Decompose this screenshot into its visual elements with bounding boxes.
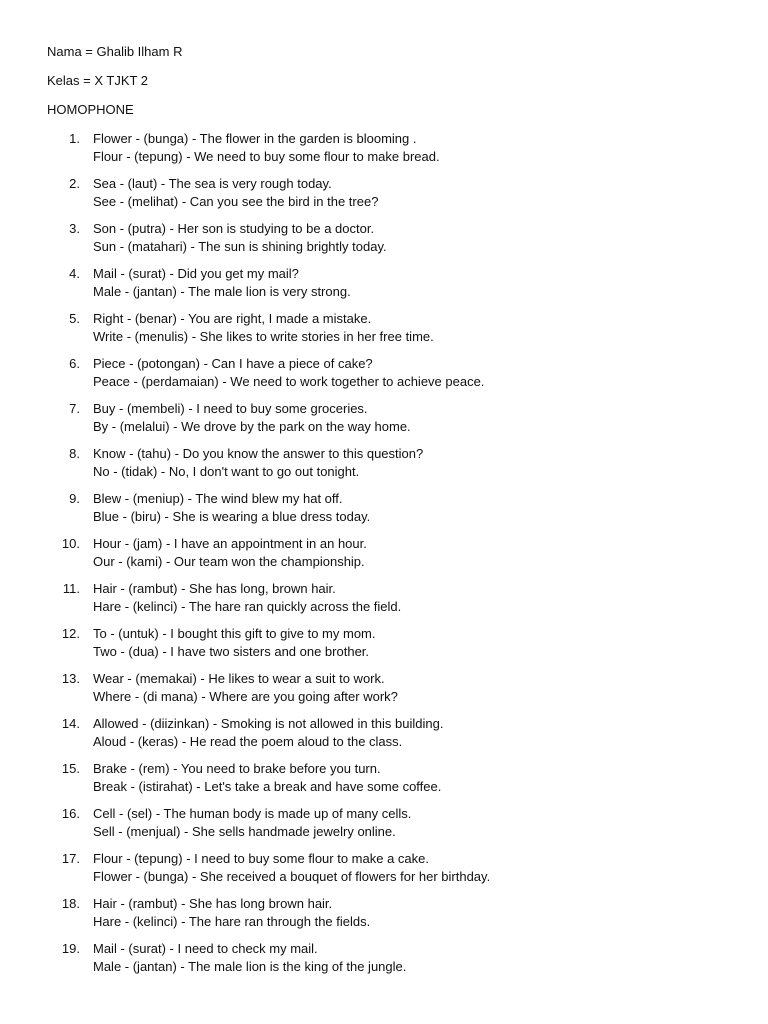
item-number: 19. [61,941,80,956]
homophone-line-first: Piece - (potongan) - Can I have a piece of cake? [93,356,373,371]
homophone-line-first: Son - (putra) - Her son is studying to be a doctor. [93,221,375,236]
list-item [0,265,768,310]
homophone-line-first: To - (untuk) - I bought this gift to give to my mom. [93,626,376,641]
list-item [0,625,768,670]
item-text [93,130,440,165]
item-number: 9. [69,491,80,506]
homophone-line-second: Break - (istirahat) - Let's take a break and have some coffee. [93,778,442,794]
item-text [93,400,411,435]
list-item [0,940,768,985]
homophone-list [0,130,768,985]
student-name: Nama = Ghalib Ilham R [47,44,183,59]
list-item [0,580,768,625]
item-number: 4. [69,266,80,281]
homophone-line-second: Male - (jantan) - The male lion is very strong. [93,283,351,299]
item-number: 8. [69,446,80,461]
item-text [93,265,351,300]
item-number: 12. [61,626,80,641]
item-number: 5. [69,311,80,326]
homophone-line-second: Aloud - (keras) - He read the poem aloud to the class. [93,733,403,749]
homophone-line-first: Cell - (sel) - The human body is made up of many cells. [93,806,412,821]
item-text [93,760,441,795]
item-text [93,715,443,750]
homophone-line-first: Flour - (tepung) - I need to buy some flour to make a cake. [93,851,429,866]
homophone-line-second: Sell - (menjual) - She sells handmade jewelry online. [93,823,396,839]
item-text [93,490,370,525]
item-number: 6. [69,356,80,371]
list-item [0,310,768,355]
list-item [0,400,768,445]
homophone-line-first: Wear - (memakai) - He likes to wear a suit to work. [93,671,385,686]
homophone-line-first: Allowed - (diizinkan) - Smoking is not allowed in this building. [93,716,444,731]
homophone-line-first: Hour - (jam) - I have an appointment in an hour. [93,536,367,551]
list-item [0,805,768,850]
list-item [0,760,768,805]
homophone-line-second: Where - (di mana) - Where are you going after work? [93,688,398,704]
homophone-line-second: Blue - (biru) - She is wearing a blue dress today. [93,508,371,524]
item-number: 2. [69,176,80,191]
homophone-line-first: Blew - (meniup) - The wind blew my hat off. [93,491,343,506]
item-text [93,445,423,480]
homophone-line-first: Brake - (rem) - You need to brake before you turn. [93,761,381,776]
section-title: HOMOPHONE [47,102,134,117]
homophone-line-second: Hare - (kelinci) - The hare ran through the fields. [93,913,371,929]
item-text [93,625,376,660]
item-number: 11. [62,581,80,596]
homophone-line-first: Mail - (surat) - Did you get my mail? [93,266,299,281]
item-text [93,175,378,210]
item-number: 3. [69,221,80,236]
item-number: 17. [61,851,80,866]
item-text [93,310,434,345]
homophone-line-second: Flower - (bunga) - She received a bouquet of flowers for her birthday. [93,868,491,884]
item-number: 13. [61,671,80,686]
item-number: 18. [61,896,80,911]
item-number: 1. [69,131,80,146]
item-number: 15. [61,761,80,776]
item-text [93,580,401,615]
homophone-line-second: Male - (jantan) - The male lion is the king of the jungle. [93,958,407,974]
item-text [93,850,490,885]
item-text [93,805,411,840]
homophone-line-second: See - (melihat) - Can you see the bird in the tree? [93,193,379,209]
homophone-line-second: No - (tidak) - No, I don't want to go out tonight. [93,463,360,479]
homophone-line-second: Write - (menulis) - She likes to write stories in her free time. [93,328,434,344]
item-text [93,220,387,255]
homophone-line-second: Peace - (perdamaian) - We need to work together to achieve peace. [93,373,485,389]
list-item [0,220,768,265]
item-text [93,940,406,975]
list-item [0,490,768,535]
list-item [0,355,768,400]
item-text [93,895,370,930]
list-item [0,715,768,760]
item-text [93,670,398,705]
list-item [0,670,768,715]
homophone-line-first: Hair - (rambut) - She has long brown hair. [93,896,333,911]
list-item [0,850,768,895]
homophone-line-second: Sun - (matahari) - The sun is shining brightly today. [93,238,387,254]
list-item [0,130,768,175]
homophone-line-second: Our - (kami) - Our team won the championship. [93,553,365,569]
item-text [93,535,367,570]
homophone-line-first: Mail - (surat) - I need to check my mail. [93,941,318,956]
homophone-line-second: Hare - (kelinci) - The hare ran quickly across the field. [93,598,402,614]
list-item [0,895,768,940]
student-class: Kelas = X TJKT 2 [47,73,149,88]
homophone-line-first: Hair - (rambut) - She has long, brown hair. [93,581,336,596]
homophone-line-first: Flower - (bunga) - The flower in the garden is blooming . [93,131,417,146]
list-item [0,445,768,490]
item-number: 7. [69,401,80,416]
homophone-line-second: By - (melalui) - We drove by the park on the way home. [93,418,411,434]
list-item [0,175,768,220]
item-number: 10. [61,536,80,551]
list-item [0,535,768,580]
homophone-line-first: Know - (tahu) - Do you know the answer to this question? [93,446,424,461]
item-number: 16. [61,806,80,821]
homophone-line-first: Sea - (laut) - The sea is very rough today. [93,176,332,191]
homophone-line-second: Two - (dua) - I have two sisters and one brother. [93,643,370,659]
homophone-line-second: Flour - (tepung) - We need to buy some flour to make bread. [93,148,440,164]
homophone-line-first: Buy - (membeli) - I need to buy some groceries. [93,401,368,416]
homophone-line-first: Right - (benar) - You are right, I made a mistake. [93,311,372,326]
item-number: 14. [61,716,80,731]
item-text [93,355,484,390]
